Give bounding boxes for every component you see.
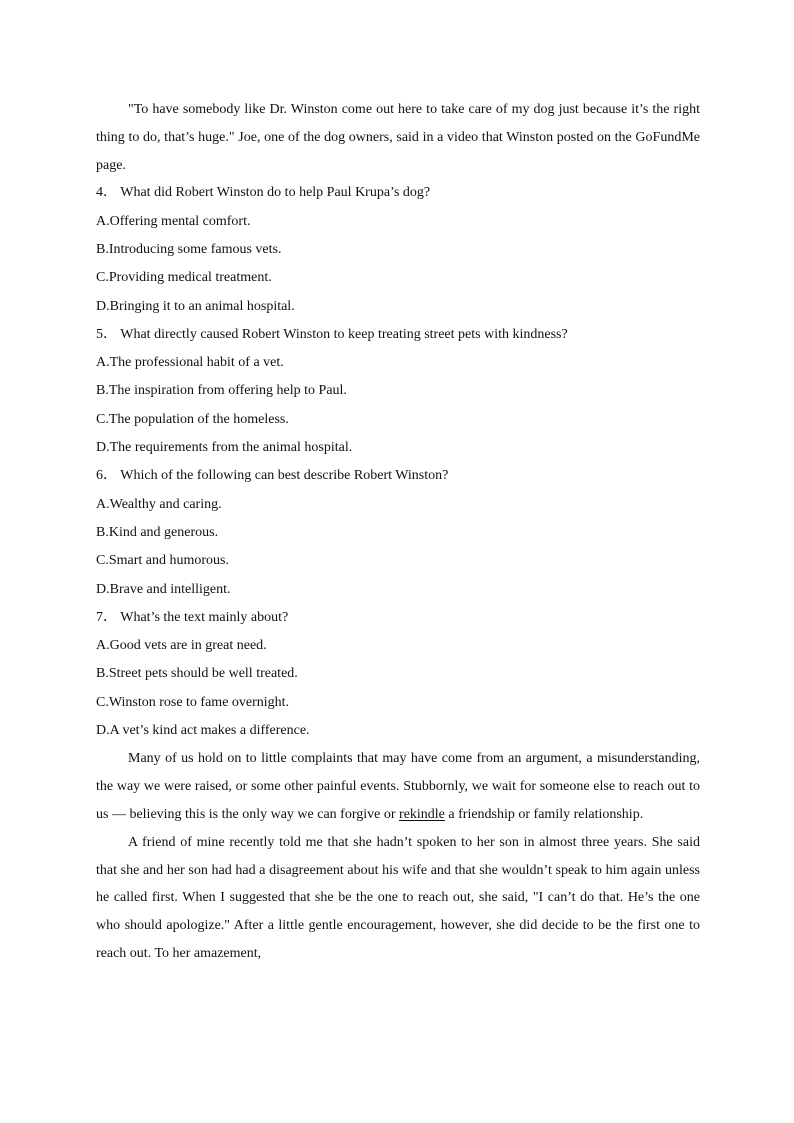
option-a: A.Good vets are in great need.	[96, 638, 267, 654]
option-c: C.Providing medical treatment.	[96, 270, 272, 286]
question-stem: 4． What did Robert Winston do to help Paul Krupa’s dog?	[96, 185, 431, 201]
question-stem: 6． Which of the following can best describe Robert Winston?	[96, 468, 449, 484]
passage1-quote-paragraph: "To have somebody like Dr. Winston come out here to take care of my dog just because it’s the right thing to do, that’s huge." Joe, one of the dog owners, said in a video that Winston posted on the GoFundMe page.	[96, 102, 700, 173]
paragraph-text: a friendship or family relationship.	[444, 806, 644, 822]
option-c: C.The population of the homeless.	[96, 411, 289, 427]
question-7	[96, 604, 700, 745]
option-a: A.Offering mental comfort.	[96, 213, 251, 229]
option-d: D.Bringing it to an animal hospital.	[96, 298, 295, 314]
option-d: D.A vet’s kind act makes a difference.	[96, 723, 310, 739]
question-6	[96, 462, 700, 603]
option-c: C.Winston rose to fame overnight.	[96, 694, 290, 710]
underlined-word-rekindle: rekindle	[399, 806, 445, 822]
option-b: B.Street pets should be well treated.	[96, 666, 298, 682]
question-5	[96, 321, 700, 462]
option-d: D.The requirements from the animal hospital.	[96, 440, 353, 456]
option-b: B.Kind and generous.	[96, 524, 219, 540]
passage2-paragraph-1	[96, 745, 700, 828]
option-d: D.Brave and intelligent.	[96, 581, 231, 597]
question-stem: 7． What’s the text mainly about?	[96, 609, 289, 625]
question-stem: 5． What directly caused Robert Winston to keep treating street pets with kindness?	[96, 326, 568, 342]
passage2-paragraph-2: A friend of mine recently told me that she hadn’t spoken to her son in almost three years. She said that she and her son had had a disagreement about his wife and that she wouldn’t speak to him again unless he called first. When I suggested that she be the one to reach out, she said, "I can’t do that. He’s the one who should apologize." After a little gentle encouragement, however, she did decide to be the first one to reach out. To her amazement,	[96, 834, 700, 961]
option-a: A.The professional habit of a vet.	[96, 355, 284, 371]
page-content	[96, 96, 700, 968]
option-b: B.Introducing some famous vets.	[96, 241, 282, 257]
question-4	[96, 179, 700, 320]
option-b: B.The inspiration from offering help to Paul.	[96, 383, 347, 399]
option-c: C.Smart and humorous.	[96, 553, 229, 569]
option-a: A.Wealthy and caring.	[96, 496, 222, 512]
paragraph-text: Many of us hold on to little complaints that may have come from an argument, a misunderstanding, the way we were raised, or some other painful events. Stubbornly, we wait for someone else to reach out to us — believing this is the only way we can forgive or	[96, 751, 700, 822]
